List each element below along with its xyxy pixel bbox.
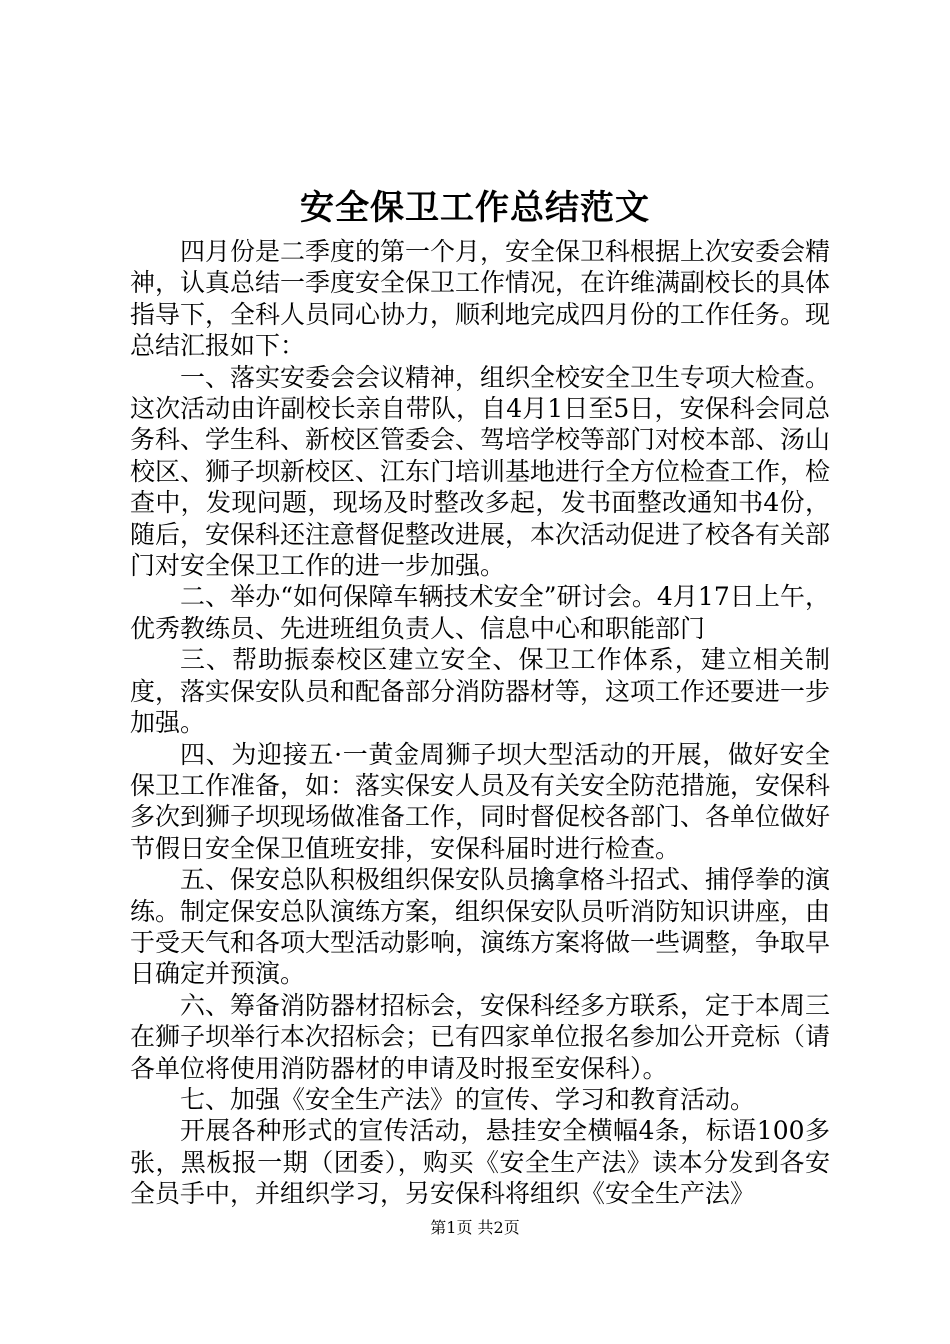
paragraph-item-7: 七、加强《安全生产法》的宣传、学习和教育活动。 (180, 1084, 756, 1114)
document-body (130, 236, 830, 1210)
paragraph-intro: 四月份是二季度的第一个月，安全保卫科根据上次安委会精神，认真总结一季度安全保卫工作情况，在许维满副校长的具体指导下，全科人员同心协力，顺利地完成四月份的工作任务。现总结汇报如下： (130, 237, 831, 361)
document-title: 安全保卫工作总结范文 (300, 188, 650, 228)
paragraph-item-1: 一、落实安委会会议精神，组织全校安全卫生专项大检查。这次活动由许副校长亲自带队，自4月1日至5日，安保科会同总务科、学生科、新校区管委会、驾培学校等部门对校本部、汤山校区、狮子坝新校区、江东门培训基地进行全方位检查工作，检查中，发现问题，现场及时整改多起，发书面整改通知书4份，随后，安保科还注意督促整改进展，本次活动促进了校各有关部门对安全保卫工作的进一步加强。 (130, 362, 831, 581)
paragraph-item-2: 二、举办“如何保障车辆技术安全”研讨会。4月17日上午，优秀教练员、先进班组负责人、信息中心和职能部门 (130, 582, 830, 643)
paragraph-item-3: 三、帮助振泰校区建立安全、保卫工作体系，建立相关制度，落实保安队员和配备部分消防器材等，这项工作还要进一步加强。 (130, 645, 831, 738)
paragraph-item-7-detail: 开展各种形式的宣传活动，悬挂安全横幅4条，标语100多张，黑板报一期（团委），购买《安全生产法》读本分发到各安全员手中，并组织学习，另安保科将组织《安全生产法》 (130, 1116, 830, 1209)
page-number-footer: 第1页 共2页 (430, 1218, 520, 1237)
paragraph-item-4: 四、为迎接五·一黄金周狮子坝大型活动的开展，做好安全保卫工作准备，如：落实保安人员及有关安全防范措施，安保科多次到狮子坝现场做准备工作，同时督促校各部门、各单位做好节假日安全保卫值班安排，安保科届时进行检查。 (130, 739, 831, 863)
paragraph-item-6: 六、筹备消防器材招标会，安保科经多方联系，定于本周三在狮子坝举行本次招标会；已有四家单位报名参加公开竞标（请各单位将使用消防器材的申请及时报至安保科）。 (130, 990, 831, 1083)
paragraph-item-5: 五、保安总队积极组织保安队员擒拿格斗招式、捕俘拳的演练。制定保安总队演练方案，组织保安队员听消防知识讲座，由于受天气和各项大型活动影响，演练方案将做一些调整，争取早日确定并预演。 (130, 865, 831, 989)
